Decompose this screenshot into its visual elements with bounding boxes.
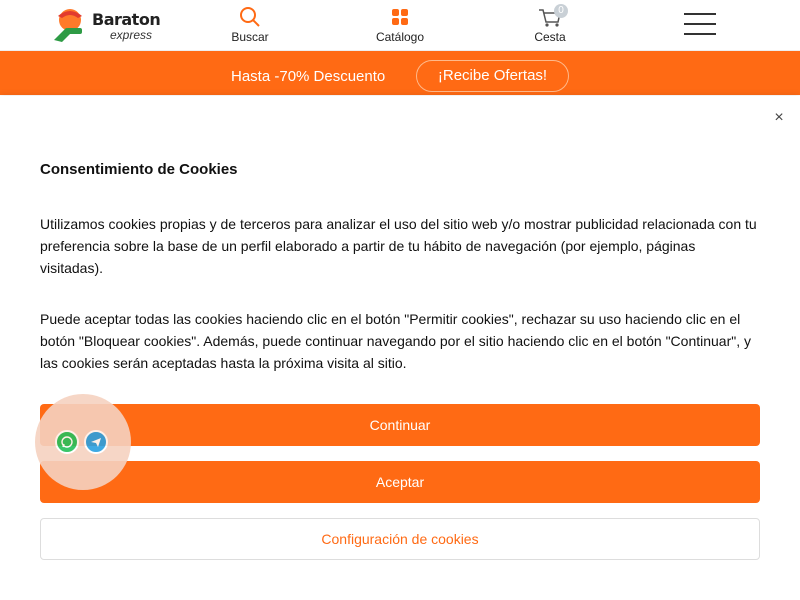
cookie-settings-button[interactable]: Configuración de cookies <box>40 518 760 560</box>
menu-line <box>684 33 716 35</box>
logo-brand-text: Baraton <box>92 10 161 29</box>
nav-cart-label: Cesta <box>534 30 566 44</box>
telegram-glyph-icon <box>86 432 106 452</box>
nav-catalog-label: Catálogo <box>375 30 425 44</box>
search-icon <box>238 6 262 28</box>
logo[interactable] <box>48 6 161 44</box>
logo-sub-text: express <box>110 28 153 42</box>
cart-count-badge: 0 <box>554 4 568 18</box>
cart-icon-wrap <box>538 6 562 28</box>
nav-search[interactable] <box>210 6 290 44</box>
whatsapp-icon[interactable] <box>55 430 79 454</box>
consent-paragraph-2: Puede aceptar todas las cookies haciendo clic en el botón "Permitir cookies", rechazar su uso haciendo clic en el botón "Bloquear cookies". Además, puede continuar navegando por el sitio haciendo clic en el botón "Continuar", y las cookies serán aceptadas hasta la próxima visita al sitio. <box>40 311 752 371</box>
logo-mascot-icon <box>48 6 92 44</box>
promo-bar <box>0 51 800 95</box>
accept-button[interactable]: Aceptar <box>40 461 760 503</box>
promo-text: Hasta -70% Descuento <box>231 68 386 85</box>
telegram-icon[interactable] <box>84 430 108 454</box>
menu-line <box>684 13 716 15</box>
grid-icon <box>388 6 412 28</box>
nav-catalog[interactable] <box>360 6 440 44</box>
cookie-consent-panel <box>0 96 800 600</box>
nav-cart[interactable] <box>510 6 590 44</box>
continue-button[interactable]: Continuar <box>40 404 760 446</box>
close-icon[interactable]: × <box>774 109 784 126</box>
menu-line <box>684 23 716 25</box>
site-header <box>0 0 800 51</box>
social-contact-bubble <box>35 394 131 490</box>
hamburger-menu-icon[interactable] <box>684 13 716 37</box>
consent-title: Consentimiento de Cookies <box>40 161 238 178</box>
offers-button[interactable]: ¡Recibe Ofertas! <box>416 60 569 92</box>
whatsapp-glyph-icon <box>57 432 77 452</box>
consent-paragraph-1: Utilizamos cookies propias y de terceros para analizar el uso del sitio web y/o mostrar publicidad relacionada con tu preferencia sobre la base de un perfil elaborado a partir de tu hábito de navegación (por ejemplo, páginas visitadas). <box>40 216 757 276</box>
nav-search-label: Buscar <box>231 30 269 44</box>
